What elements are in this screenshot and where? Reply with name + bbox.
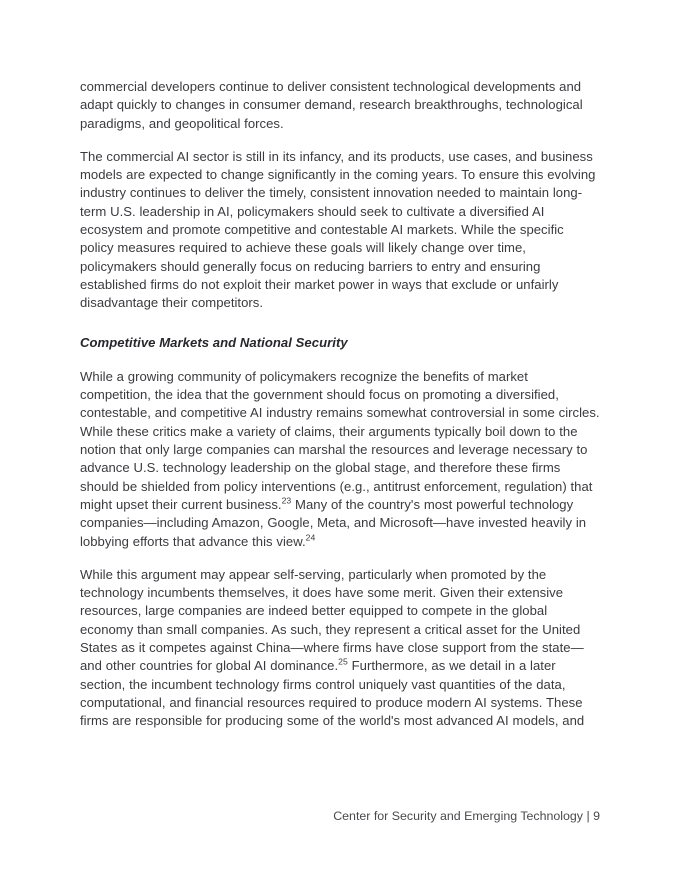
page-footer: Center for Security and Emerging Technology | 9: [333, 809, 600, 823]
footnote-reference-24[interactable]: 24: [305, 532, 316, 543]
section-heading-block: [80, 328, 600, 352]
paragraph-text-segment: While this argument may appear self-serving, particularly when promoted by the technology incumbents themselves, it does have some merit. Given their extensive resources, large companies are indeed better equipped to compete in the global economy than small companies. As such, they represent a critical asset for the United States as it competes against China—where firms have close support from the state—and other countries for global AI dominance.: [80, 566, 584, 674]
paragraph-self-serving-argument: [80, 566, 600, 731]
page-section-heading: Competitive Markets and National Security: [80, 334, 348, 350]
paragraph-market-competition: [80, 368, 600, 551]
paragraph-text-segment: Many of the country's most powerful technology companies—including Amazon, Google, Meta, and Microsoft—have invested heavily in lobbying efforts that advance this view.: [80, 496, 587, 549]
footnote-reference-23[interactable]: 23: [281, 495, 292, 506]
paragraph-commercial-ai-sector: The commercial AI sector is still in its infancy, and its products, use cases, and business models are expected to change significantly in the coming years. To ensure this evolving industry continues to deliver the timely, consistent innovation needed to maintain long-term U.S. leadership in AI, policymakers should seek to cultivate a diversified AI ecosystem and promote competitive and contestable AI markets. While the specific policy measures required to achieve these goals will likely change over time, policymakers should generally focus on reducing barriers to entry and ensuring established firms do not exploit their market power in ways that exclude or unfairly disadvantage their competitors.: [80, 148, 596, 311]
footnote-reference-25[interactable]: 25: [338, 656, 348, 667]
paragraph-text-segment: Furthermore, as we detail in a later section, the incumbent technology firms control uniquely vast quantities of the data, computational, and financial resources required to produce modern AI systems. These firms are responsible for producing some of the world's most advanced AI models, and: [80, 658, 585, 729]
page-content: [80, 78, 600, 731]
paragraph-text-segment: While a growing community of policymakers recognize the benefits of market competition, the idea that the government should focus on promoting a diversified, contestable, and competitive AI industry remains somewhat controversial in some circles. While these critics make a variety of claims, their arguments typically boil down to the notion that only large companies can marshal the resources and leverage necessary to advance U.S. technology leadership on the global stage, and therefore these firms should be shielded from policy interventions (e.g., antitrust enforcement, regulation) that might upset their current business.: [80, 368, 600, 512]
paragraph-continuation: commercial developers continue to deliver consistent technological developments and adapt quickly to changes in consumer demand, research breakthroughs, technological paradigms, and geopolitical forces.: [80, 79, 583, 131]
